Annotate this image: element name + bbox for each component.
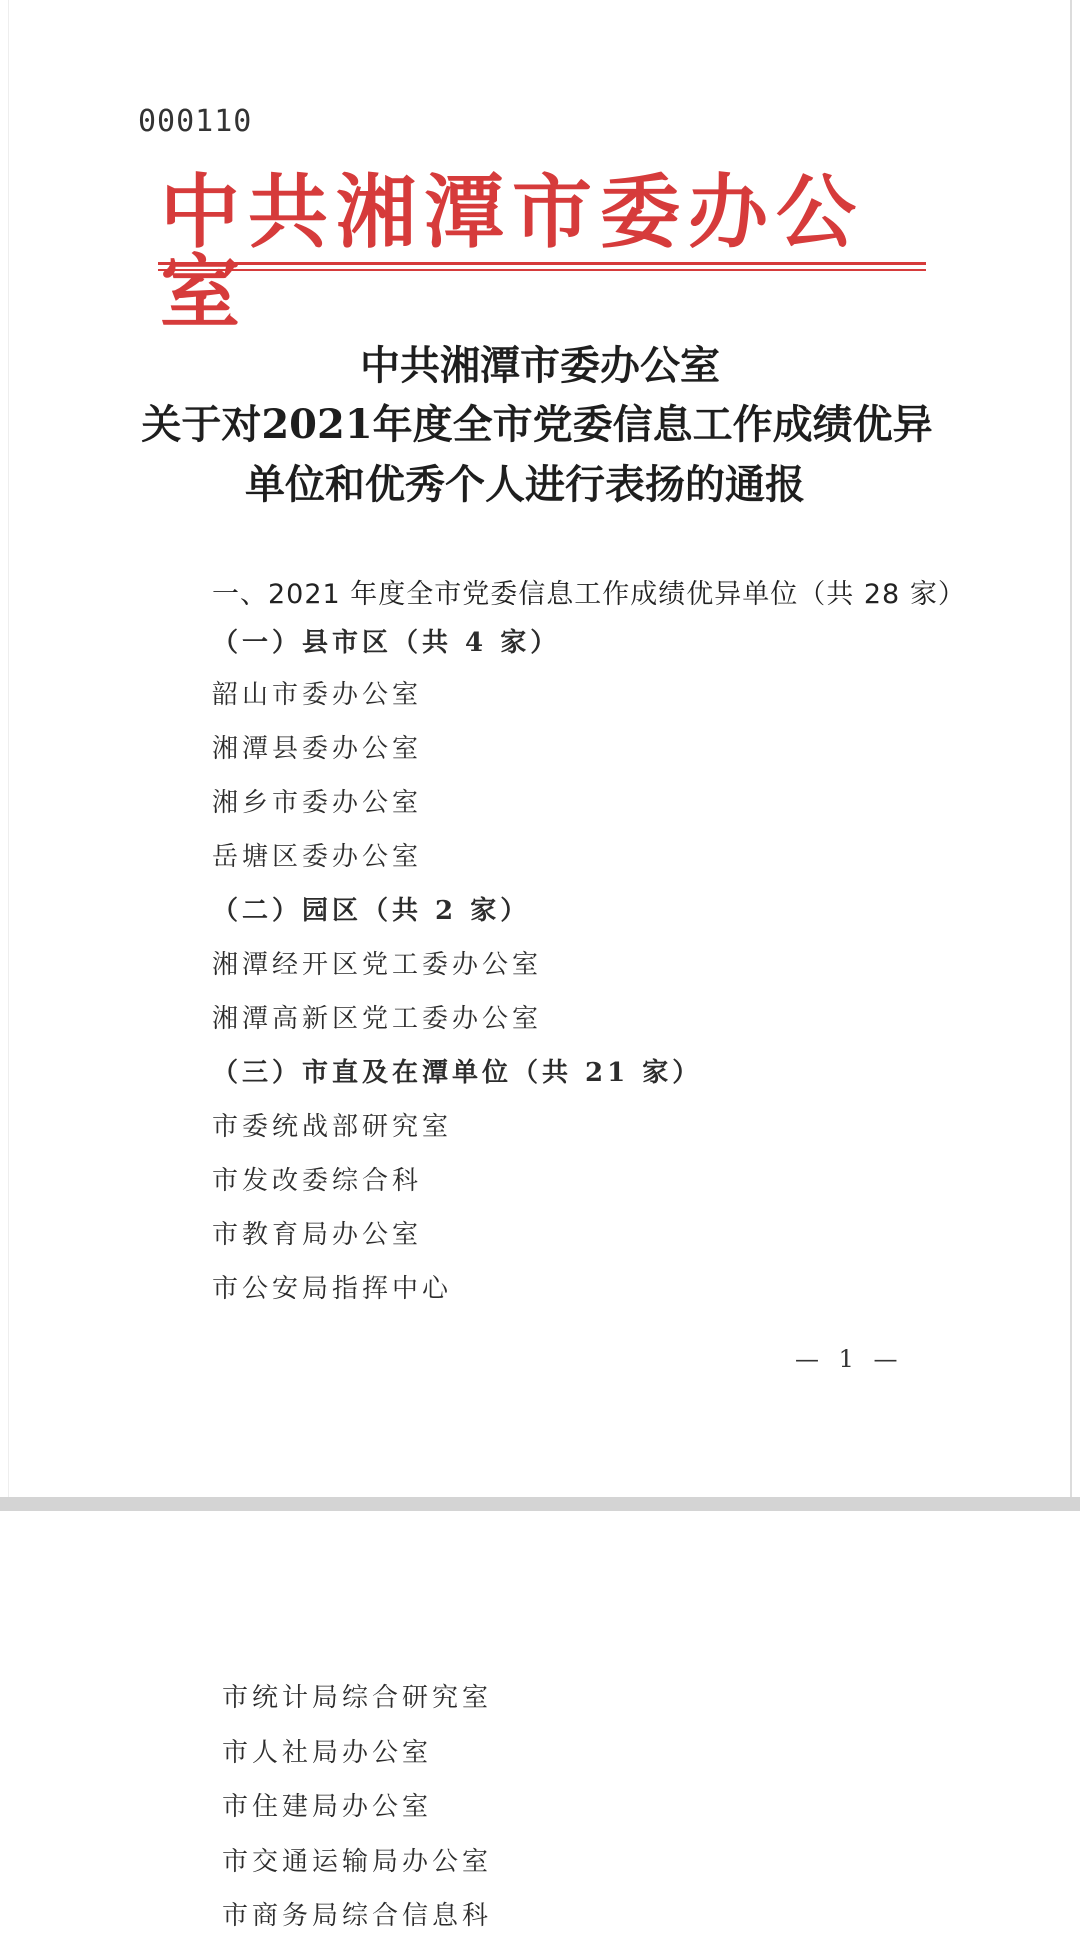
list-item: 市教育局办公室 [212,1220,423,1250]
document-title-line-2: 关于对2021年度全市党委信息工作成绩优异 [141,401,933,448]
document-title-line-3: 单位和优秀个人进行表扬的通报 [245,461,805,508]
list-item: 湘潭经开区党工委办公室 [212,950,543,980]
document-page-2 [0,1511,1080,1945]
section-heading-1: 一、2021 年度全市党委信息工作成绩优异单位（共 28 家） [212,579,966,610]
list-item: 市人社局办公室 [222,1738,433,1768]
list-item: 湘潭高新区党工委办公室 [212,1004,543,1034]
red-separator-line [158,262,926,271]
page-separator [0,1497,1080,1511]
list-item: 岳塘区委办公室 [212,842,423,872]
list-item: 市公安局指挥中心 [212,1274,453,1304]
red-masthead: 中共湘潭市委办公室 [160,165,864,339]
document-serial-number: 000110 [138,104,253,139]
page-number: — 1 — [795,1345,904,1373]
list-item: 市交通运输局办公室 [222,1847,493,1877]
list-item: 湘潭县委办公室 [212,734,423,764]
list-item: 湘乡市委办公室 [212,788,423,818]
list-item: 韶山市委办公室 [212,680,423,710]
list-item: 市发改委综合科 [212,1166,423,1196]
list-item: 市商务局综合信息科 [222,1901,493,1931]
subsection-heading: （二）园区（共 2 家） [212,896,531,926]
list-item: 市住建局办公室 [222,1792,433,1822]
list-item: 市统计局综合研究室 [222,1683,493,1713]
list-item: 市委统战部研究室 [212,1112,453,1142]
subsection-heading: （三）市直及在潭单位（共 21 家） [212,1058,703,1088]
subsection-heading: （一）县市区（共 4 家） [212,628,561,658]
document-title-line-1: 中共湘潭市委办公室 [360,342,720,389]
